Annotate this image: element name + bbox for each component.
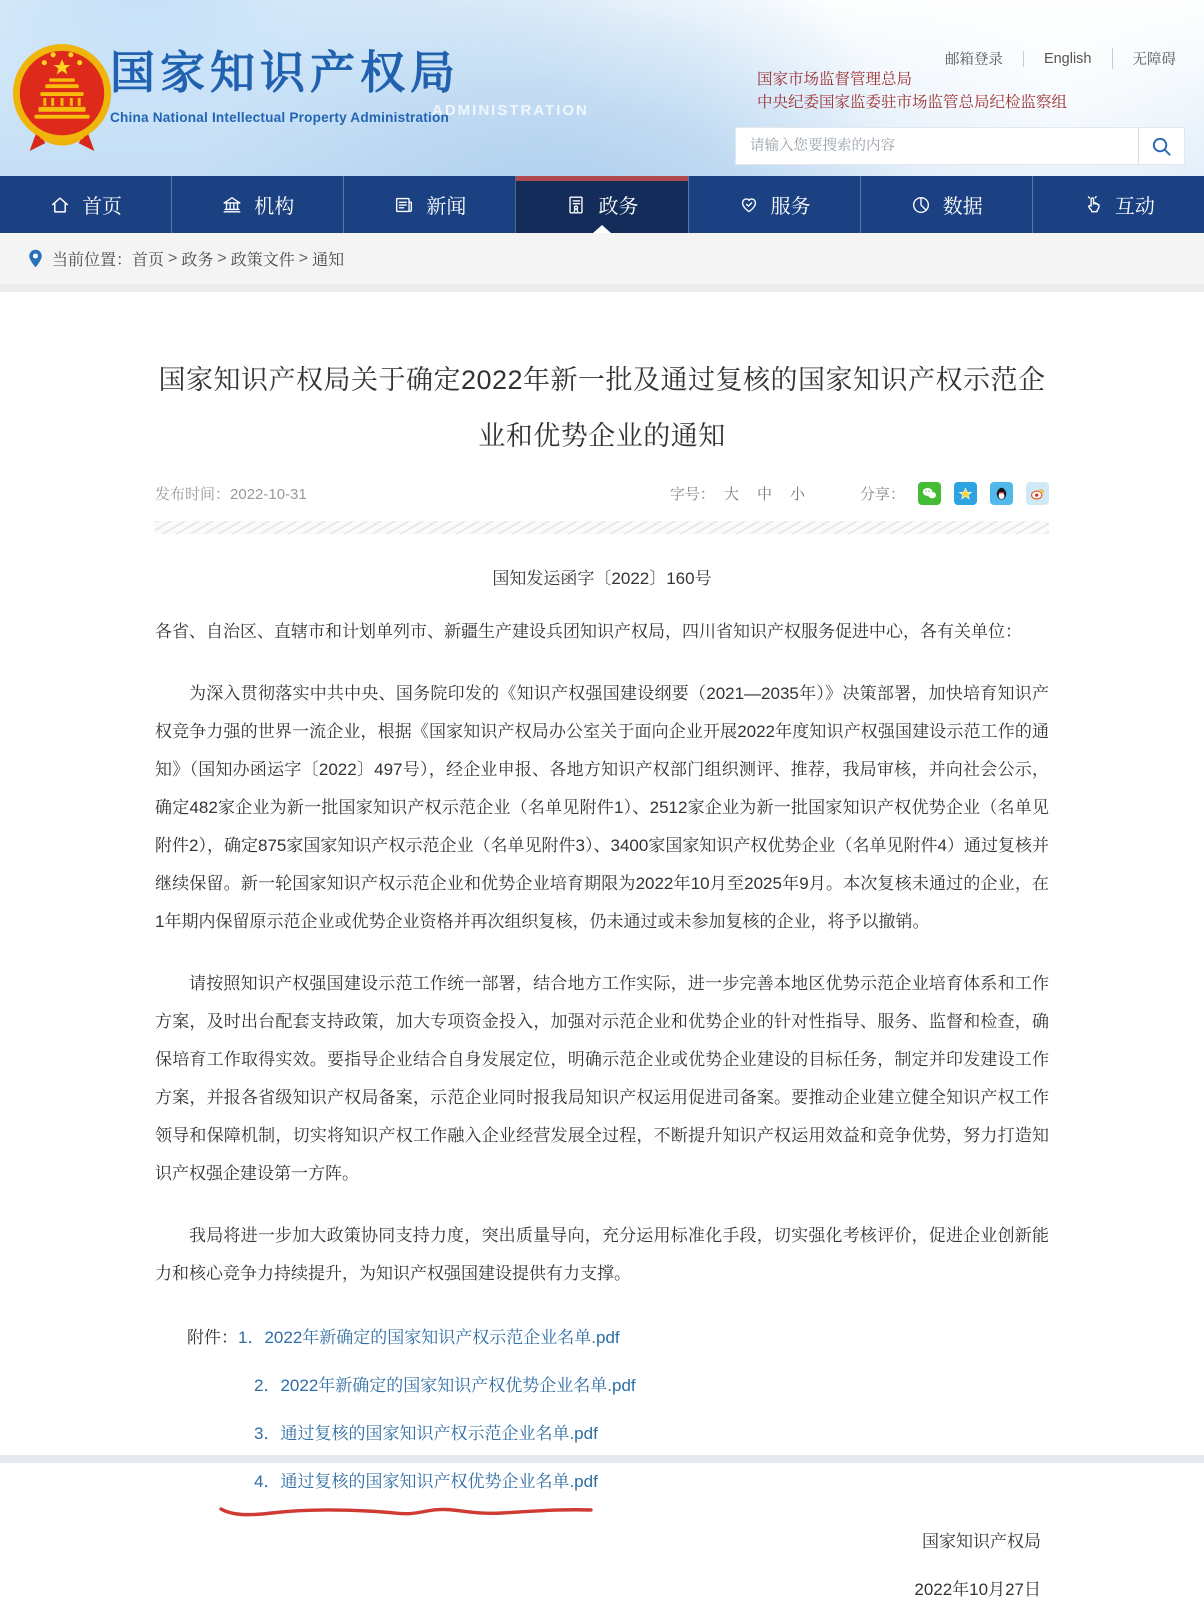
nav-label-news: 新闻 (426, 196, 467, 218)
body-paragraph-2: 请按照知识产权强国建设示范工作统一部署，结合地方工作实际，进一步完善本地区优势示范企业培育体系和工作方案，及时出台配套支持政策，加大专项资金投入，加强对示范企业和优势企业的针对性指导、服务、监督和检查，确保培育工作取得实效。要指导企业结合自身发展定位，明确示范企业或优势企业建设的目标任务，制定并印发建设工作方案，并报各省级知识产权局备案，示范企业同时报我局知识产权运用促进司备案。要推动企业建立健全知识产权工作领导和保障机制，切实将知识产权工作融入企业经营发展全过程，不断提升知识产权运用效益和竞争优势，努力打造知识产权强企建设第一方阵。 (155, 974, 1049, 1183)
article (155, 352, 1049, 1609)
nav-tab-data[interactable] (860, 176, 1032, 233)
main-nav (0, 176, 1204, 233)
nav-label-orgs: 机构 (254, 196, 295, 218)
qzone-share-button[interactable] (954, 482, 977, 505)
attachment-line-1 (187, 1319, 1049, 1357)
attachment-link-4[interactable]: 4．通过复核的国家知识产权优势企业名单.pdf (254, 1472, 598, 1491)
attachment-line-2 (254, 1367, 1049, 1405)
utility-links (925, 48, 1196, 69)
attachments-label: 附件： (187, 1328, 238, 1347)
home-icon (49, 194, 71, 216)
share-icons (905, 482, 1049, 505)
nav-label-government-affairs: 政务 (598, 196, 639, 218)
hatched-divider (155, 521, 1049, 534)
wechat-share-button[interactable] (918, 482, 941, 505)
attachment-link-3[interactable]: 3．通过复核的国家知识产权示范企业名单.pdf (254, 1424, 598, 1443)
news-icon (393, 194, 415, 216)
nav-tab-government-affairs[interactable] (515, 176, 687, 233)
site-name-cn: 国家知识产权局 (110, 47, 461, 98)
qq-penguin-icon (992, 484, 1011, 503)
accessibility-link[interactable]: 无障碍 (1112, 48, 1197, 69)
site-name-en: China National Intellectual Property Administration (110, 110, 450, 125)
body-paragraph-1: 为深入贯彻落实中共中央、国务院印发的《知识产权强国建设纲要（2021—2035年）》决策部署，加快培育知识产权竞争力强的世界一流企业，根据《国家知识产权局办公室关于面向企业开展2022年度知识产权强国建设示范工作的通知》（国知办函运字〔2022〕497号），经企业申报、各地方知识产权部门组织测评、推荐，我局审核，并向社会公示，确定482家企业为新一批国家知识产权示范企业（名单见附件1）、2512家企业为新一批国家知识产权优势企业（名单见附件2），确定875家国家知识产权示范企业（名单见附件3）、3400家国家知识产权优势企业（名单见附件4）通过复核并继续保留。新一轮国家知识产权示范企业和优势企业培育期限为2022年10月至2025年9月。本次复核未通过的企业，在1年期内保留原示范企业或优势企业资格并再次组织复核，仍未通过或未参加复核的企业，将予以撤销。 (155, 684, 1049, 931)
article-meta-row (155, 482, 1049, 505)
page-title: 国家知识产权局关于确定2022年新一批及通过复核的国家知识产权示范企业和优势企业的通知 (158, 365, 1046, 451)
org-line-2[interactable]: 中央纪委国家监委驻市场监管总局纪检监察组 (757, 94, 1068, 111)
font-size-label: 字号： (669, 486, 715, 503)
search-button[interactable] (1138, 128, 1184, 164)
breadcrumb-policy-documents[interactable]: 政策文件 (230, 252, 295, 269)
national-emblem-logo (8, 38, 116, 158)
nav-label-data: 数据 (942, 196, 983, 218)
nav-tab-home[interactable] (0, 176, 171, 233)
weibo-share-button[interactable] (1026, 482, 1049, 505)
attachment-line-4 (254, 1463, 1049, 1501)
publish-time (155, 483, 307, 504)
site-header (0, 0, 1204, 176)
nav-tab-services[interactable] (688, 176, 860, 233)
share-label: 分享： (859, 486, 905, 503)
breadcrumb-separator: > (168, 249, 178, 267)
body-paragraph-3: 我局将进一步加大政策协同支持力度，突出质量导向，充分运用标准化手段，切实强化考核评价，促进企业创新能力和核心竞争力持续提升，为知识产权强国建设提供有力支撑。 (155, 1226, 1049, 1283)
header-watermark: ADMINISTRATION (432, 102, 589, 119)
search-bar (735, 127, 1185, 165)
signature-block (155, 1523, 1049, 1609)
attachments-list (155, 1319, 1049, 1501)
nav-label-home: 首页 (82, 196, 123, 218)
nav-label-interaction: 互动 (1114, 196, 1155, 218)
document-icon (565, 194, 587, 216)
red-marker-underline (217, 1501, 597, 1521)
publish-time-label: 发布时间： (155, 486, 231, 503)
active-tab-notch (593, 225, 611, 233)
location-pin-icon (28, 249, 43, 268)
attachment-link-1[interactable]: 1．2022年新确定的国家知识产权示范企业名单.pdf (238, 1328, 620, 1347)
bank-icon (221, 194, 243, 216)
nav-tab-interaction[interactable] (1032, 176, 1204, 233)
breadcrumb-government-affairs[interactable]: 政务 (181, 252, 214, 269)
nav-tab-news[interactable] (343, 176, 515, 233)
search-icon (1150, 135, 1173, 158)
font-size-medium-button[interactable]: 中 (756, 486, 772, 503)
wechat-icon (920, 484, 939, 503)
site-title (110, 36, 460, 125)
footer-strip (0, 1455, 1204, 1463)
salutation-paragraph: 各省、自治区、直辖市和计划单列市、新疆生产建设兵团知识产权局，四川省知识产权服务促进中心，各有关单位： (155, 622, 1022, 641)
heart-service-icon (738, 194, 760, 216)
pie-chart-icon (910, 194, 932, 216)
breadcrumb-home[interactable]: 首页 (132, 252, 165, 269)
breadcrumb-current-notice: 通知 (312, 252, 345, 269)
english-link[interactable]: English (1023, 51, 1112, 67)
hand-click-icon (1082, 194, 1104, 216)
attachment-line-3 (254, 1415, 1049, 1453)
issue-date: 2022年10月27日 (914, 1580, 1041, 1599)
document-number: 国知发运函字〔2022〕160号 (492, 569, 712, 588)
font-size-small-button[interactable]: 小 (789, 486, 805, 503)
issuer-signature: 国家知识产权局 (922, 1532, 1041, 1551)
breadcrumb (0, 233, 1204, 292)
mail-login-link[interactable]: 邮箱登录 (944, 52, 1003, 68)
font-size-large-button[interactable]: 大 (723, 486, 739, 503)
publish-date: 2022-10-31 (230, 486, 307, 503)
breadcrumb-location-label: 当前位置： (52, 252, 133, 269)
search-input[interactable] (736, 128, 1138, 164)
related-org-lines (757, 68, 1067, 114)
weibo-icon (1028, 484, 1047, 503)
org-line-1[interactable]: 国家市场监督管理总局 (757, 71, 913, 88)
qzone-star-icon (956, 484, 975, 503)
breadcrumb-separator: > (298, 249, 309, 267)
qq-share-button[interactable] (990, 482, 1013, 505)
meta-controls (670, 482, 1049, 505)
nav-label-services: 服务 (770, 196, 811, 218)
attachment-link-2[interactable]: 2．2022年新确定的国家知识产权优势企业名单.pdf (254, 1376, 636, 1395)
nav-tab-orgs[interactable] (171, 176, 343, 233)
breadcrumb-separator: > (217, 249, 227, 267)
